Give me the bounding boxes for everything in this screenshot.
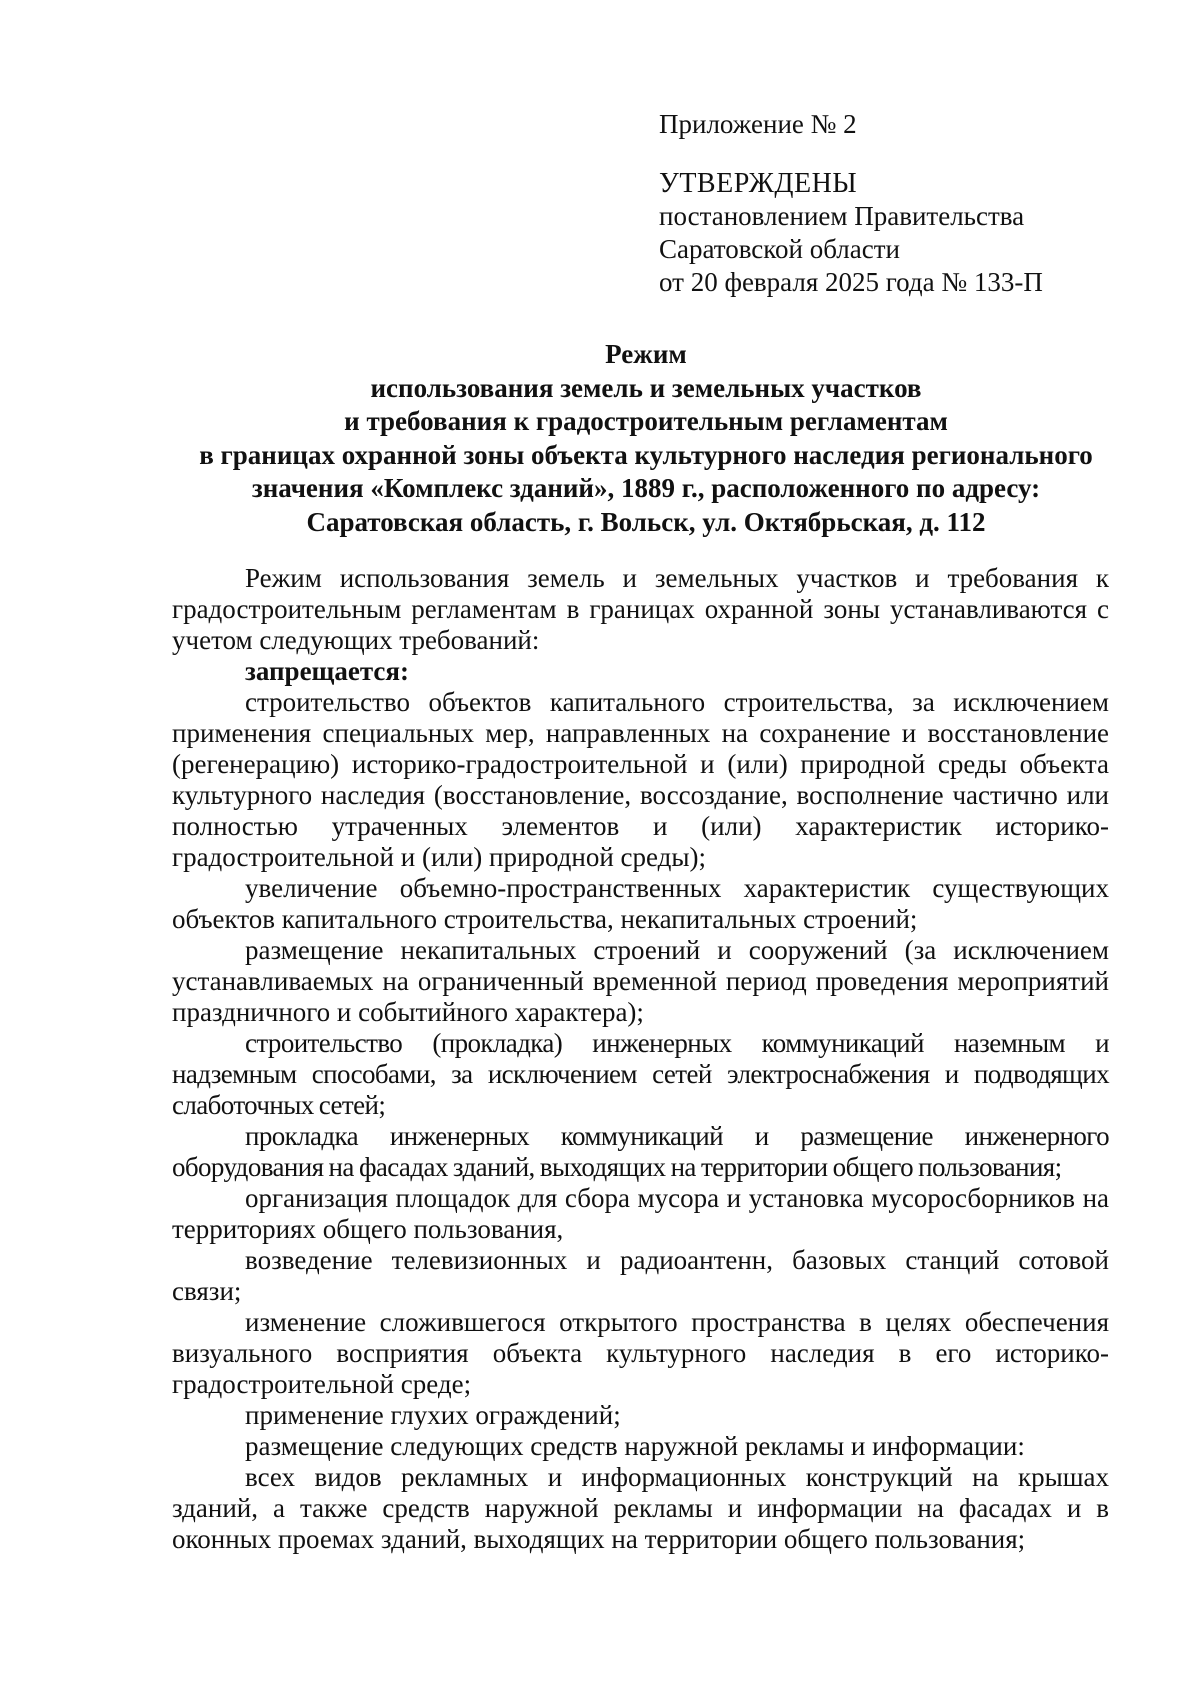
title-line-4: в границах охранной зоны объекта культурного наследия регионального	[199, 439, 1093, 470]
annex-number: Приложение № 2	[659, 109, 857, 139]
prohibition-item-2: увеличение объемно-пространственных характеристик существующих объектов капитального строительства, некапитальных строений;	[172, 873, 1109, 934]
title-line-3: и требования к градостроительным регламентам	[344, 406, 948, 436]
approval-block	[659, 108, 1139, 299]
prohibition-item-3: размещение некапитальных строений и сооружений (за исключением устанавливаемых на ограниченный временной период проведения мероприятий праздничного и событийного характера);	[172, 935, 1109, 1027]
title-line-6: Саратовская область, г. Вольск, ул. Октябрьская, д. 112	[306, 506, 986, 537]
prohibition-item-9: применение глухих ограждений;	[245, 1400, 621, 1430]
prohibition-item-5: прокладка инженерных коммуникаций и размещение инженерного оборудования на фасадах зданий, выходящих на территории общего пользования;	[172, 1121, 1109, 1182]
prohibition-item-1: строительство объектов капитального строительства, за исключением применения специальных мер, направленных на сохранение и восстановление (регенерацию) историко-градостроительной и (или) природной среды объекта культурного наследия (восстановление, воссоздание, восполнение частично или полностью утраченных элементов и (или) характеристик историко-градостроительной и (или) природной среды);	[172, 687, 1109, 872]
approval-line-3: от 20 февраля 2025 года № 133-П	[659, 267, 1043, 297]
approved-heading: УТВЕРЖДЕНЫ	[659, 168, 858, 199]
prohibition-item-6: организация площадок для сбора мусора и установка мусоросборников на территориях общего пользования,	[172, 1183, 1109, 1244]
prohibition-item-4: строительство (прокладка) инженерных коммуникаций наземным и надземным способами, за исключением сетей электроснабжения и подводящих слаботочных сетей;	[172, 1028, 1109, 1120]
document-title	[160, 338, 1132, 539]
approval-line-2: Саратовской области	[659, 234, 900, 264]
intro-paragraph: Режим использования земель и земельных участков и требования к градостроительным регламентам в границах охранной зоны устанавливаются с учетом следующих требований:	[172, 563, 1109, 655]
title-line-1: Режим	[605, 339, 687, 369]
title-line-2: использования земель и земельных участков	[370, 372, 922, 403]
document-body	[172, 563, 1109, 1555]
prohibition-item-10: размещение следующих средств наружной рекламы и информации:	[245, 1431, 1025, 1461]
approval-line-1: постановлением Правительства	[659, 201, 1025, 231]
prohibition-item-11: всех видов рекламных и информационных конструкций на крышах зданий, а также средств наружной рекламы и информации на фасадах и в оконных проемах зданий, выходящих на территории общего пользования;	[172, 1462, 1109, 1554]
prohibition-item-8: изменение сложившегося открытого пространства в целях обеспечения визуального восприятия объекта культурного наследия в его историко-градостроительной среде;	[172, 1307, 1109, 1399]
title-line-5: значения «Комплекс зданий», 1889 г., расположенного по адресу:	[251, 473, 1041, 503]
prohibited-label: запрещается:	[245, 656, 410, 686]
prohibition-item-7: возведение телевизионных и радиоантенн, базовых станций сотовой связи;	[172, 1245, 1109, 1306]
